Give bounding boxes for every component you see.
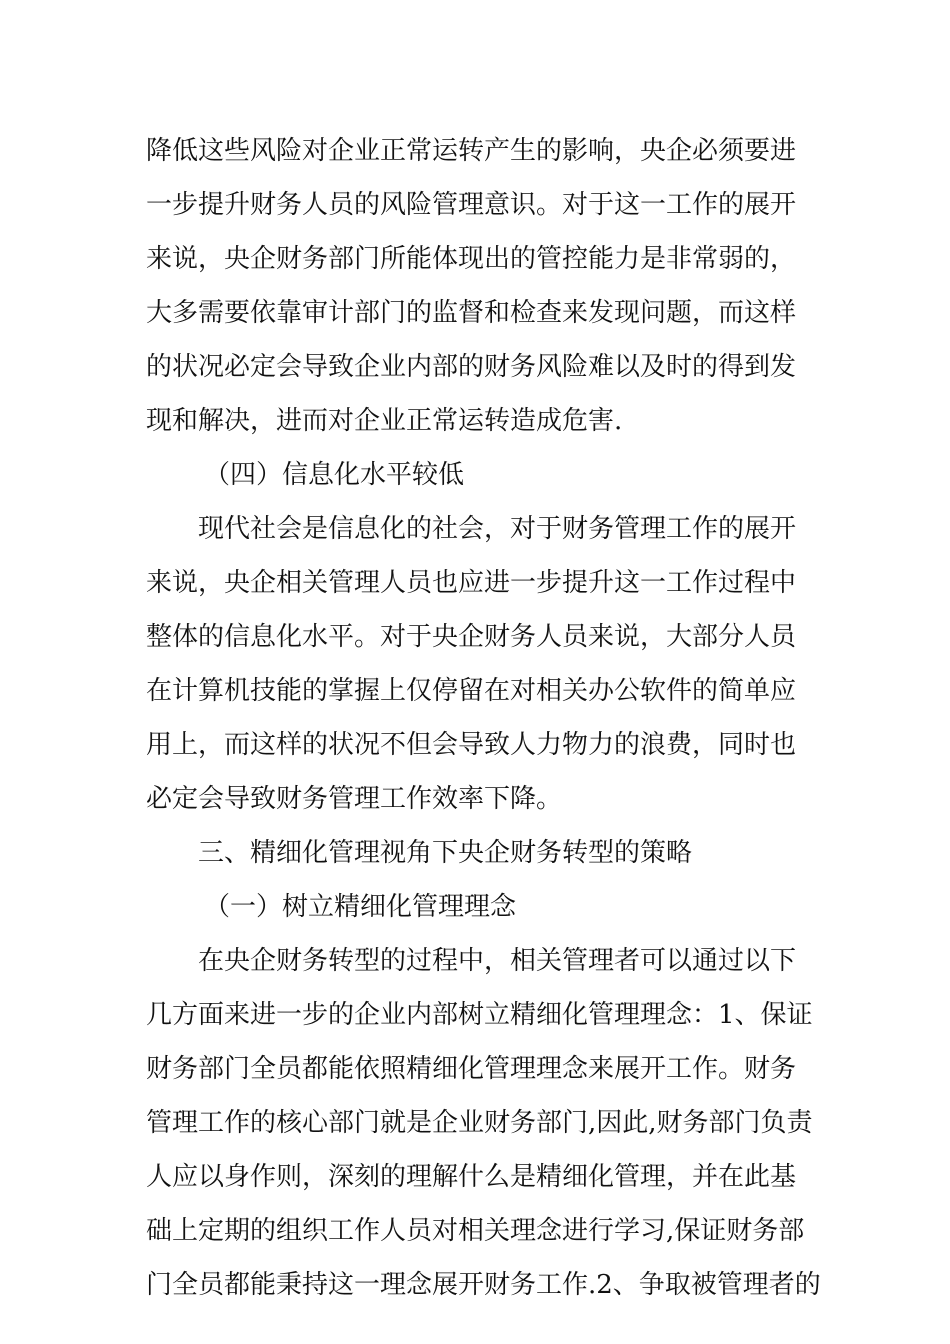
- text-line: 降低这些风险对企业正常运转产生的影响，央企必须要进: [146, 136, 797, 166]
- text-line: 大多需要依靠审计部门的监督和检查来发现问题，而这样: [146, 298, 797, 328]
- text-line: 人应以身作则，深刻的理解什么是精细化管理，并在此基: [146, 1162, 797, 1192]
- paragraph-risk-awareness: [146, 124, 796, 448]
- section-heading-strategy: 三、精细化管理视角下央企财务转型的策略: [198, 838, 693, 868]
- subheading-informatization: （四）信息化水平较低: [204, 460, 465, 490]
- text-line: 在央企财务转型的过程中，相关管理者可以通过以下: [198, 946, 797, 976]
- subheading-refined-management: （一）树立精细化管理理念: [204, 892, 517, 922]
- paragraph-informatization: [146, 502, 796, 826]
- paragraph-refined-management: [146, 934, 821, 1312]
- text-line: 的状况必定会导致企业内部的财务风险难以及时的得到发: [146, 352, 797, 382]
- text-line: 门全员都能秉持这一理念展开财务工作.2、争取被管理者的: [146, 1270, 821, 1300]
- text-line: 在计算机技能的掌握上仅停留在对相关办公软件的简单应: [146, 676, 797, 706]
- text-line: 财务部门全员都能依照精细化管理理念来展开工作。财务: [146, 1054, 797, 1084]
- text-line: 一步提升财务人员的风险管理意识。对于这一工作的展开: [146, 190, 797, 220]
- text-line: 来说，央企财务部门所能体现出的管控能力是非常弱的，: [146, 244, 797, 274]
- document-body: [146, 124, 821, 1312]
- text-line: 用上，而这样的状况不但会导致人力物力的浪费，同时也: [146, 730, 797, 760]
- text-line: 础上定期的组织工作人员对相关理念进行学习,保证财务部: [146, 1216, 805, 1246]
- text-line: 管理工作的核心部门就是企业财务部门,因此,财务部门负责: [146, 1108, 813, 1138]
- text-line: 现代社会是信息化的社会，对于财务管理工作的展开: [198, 514, 797, 544]
- text-line: 必定会导致财务管理工作效率下降。: [146, 784, 563, 814]
- text-line: 几方面来进一步的企业内部树立精细化管理理念：1、保证: [146, 1000, 813, 1030]
- text-line: 现和解决，进而对企业正常运转造成危害.: [146, 406, 623, 436]
- text-line: 整体的信息化水平。对于央企财务人员来说，大部分人员: [146, 622, 797, 652]
- text-line: 来说，央企相关管理人员也应进一步提升这一工作过程中: [146, 568, 797, 598]
